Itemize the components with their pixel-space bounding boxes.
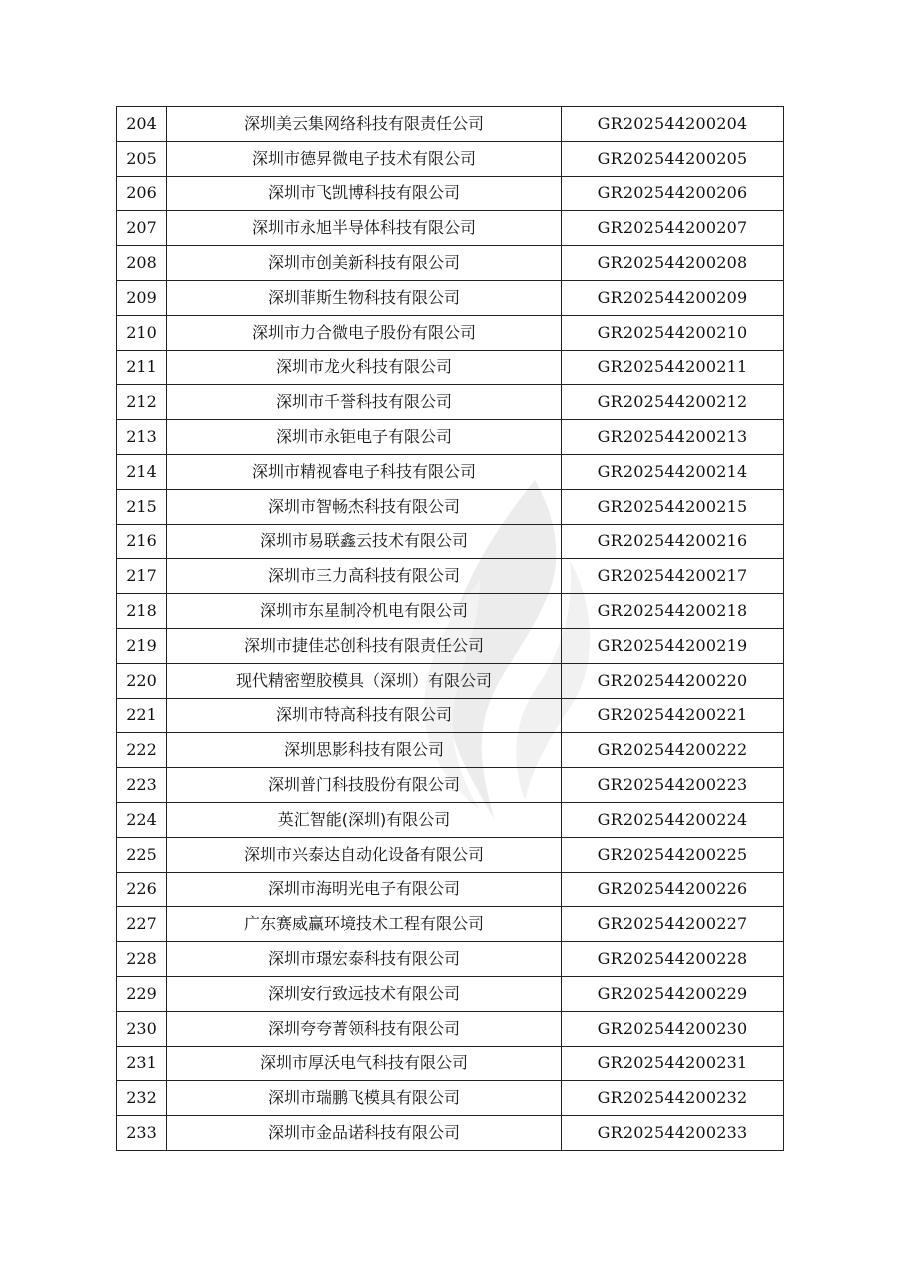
certificate-code: GR202544200228: [562, 942, 784, 977]
certificate-code: GR202544200233: [562, 1116, 784, 1151]
certificate-code: GR202544200205: [562, 141, 784, 176]
company-name: 深圳市易联鑫云技术有限公司: [167, 524, 562, 559]
certificate-code: GR202544200229: [562, 976, 784, 1011]
company-name: 深圳菲斯生物科技有限公司: [167, 280, 562, 315]
table-row: [117, 420, 784, 455]
table-row: [117, 942, 784, 977]
company-name: 英汇智能(深圳)有限公司: [167, 802, 562, 837]
table-row: [117, 1011, 784, 1046]
company-name: 深圳市东星制冷机电有限公司: [167, 594, 562, 629]
table-row: [117, 907, 784, 942]
certificate-table: [116, 106, 784, 1151]
row-number: 211: [117, 350, 167, 385]
table-row: [117, 802, 784, 837]
table-row: [117, 454, 784, 489]
certificate-code: GR202544200204: [562, 107, 784, 142]
table-row: [117, 768, 784, 803]
certificate-code: GR202544200218: [562, 594, 784, 629]
company-name: 深圳市特高科技有限公司: [167, 698, 562, 733]
company-name: 现代精密塑胶模具（深圳）有限公司: [167, 663, 562, 698]
row-number: 212: [117, 385, 167, 420]
table-row: [117, 280, 784, 315]
certificate-code: GR202544200217: [562, 559, 784, 594]
row-number: 214: [117, 454, 167, 489]
certificate-code: GR202544200232: [562, 1081, 784, 1116]
table-row: [117, 976, 784, 1011]
row-number: 221: [117, 698, 167, 733]
company-name: 深圳市飞凯博科技有限公司: [167, 176, 562, 211]
row-number: 215: [117, 489, 167, 524]
table-row: [117, 1046, 784, 1081]
table-row: [117, 246, 784, 281]
company-name: 深圳普门科技股份有限公司: [167, 768, 562, 803]
row-number: 213: [117, 420, 167, 455]
table-row: [117, 176, 784, 211]
row-number: 233: [117, 1116, 167, 1151]
row-number: 205: [117, 141, 167, 176]
company-name: 深圳市创美新科技有限公司: [167, 246, 562, 281]
company-name: 深圳市海明光电子有限公司: [167, 872, 562, 907]
row-number: 230: [117, 1011, 167, 1046]
table-row: [117, 1116, 784, 1151]
row-number: 220: [117, 663, 167, 698]
table-row: [117, 315, 784, 350]
company-name: 深圳市三力高科技有限公司: [167, 559, 562, 594]
row-number: 227: [117, 907, 167, 942]
certificate-code: GR202544200226: [562, 872, 784, 907]
company-name: 深圳市智畅杰科技有限公司: [167, 489, 562, 524]
table-row: [117, 663, 784, 698]
row-number: 222: [117, 733, 167, 768]
certificate-code: GR202544200214: [562, 454, 784, 489]
table-row: [117, 211, 784, 246]
company-name: 深圳思影科技有限公司: [167, 733, 562, 768]
table-row: [117, 594, 784, 629]
company-name: 深圳美云集网络科技有限责任公司: [167, 107, 562, 142]
row-number: 228: [117, 942, 167, 977]
certificate-code: GR202544200209: [562, 280, 784, 315]
company-name: 广东赛威赢环境技术工程有限公司: [167, 907, 562, 942]
row-number: 216: [117, 524, 167, 559]
table-row: [117, 489, 784, 524]
row-number: 218: [117, 594, 167, 629]
certificate-code: GR202544200215: [562, 489, 784, 524]
company-name: 深圳市千誉科技有限公司: [167, 385, 562, 420]
row-number: 224: [117, 802, 167, 837]
certificate-code: GR202544200221: [562, 698, 784, 733]
certificate-code: GR202544200211: [562, 350, 784, 385]
certificate-code: GR202544200222: [562, 733, 784, 768]
company-name: 深圳市兴泰达自动化设备有限公司: [167, 837, 562, 872]
table-row: [117, 385, 784, 420]
table-row: [117, 350, 784, 385]
certificate-code: GR202544200208: [562, 246, 784, 281]
company-name: 深圳市永旭半导体科技有限公司: [167, 211, 562, 246]
row-number: 209: [117, 280, 167, 315]
certificate-code: GR202544200224: [562, 802, 784, 837]
certificate-code: GR202544200230: [562, 1011, 784, 1046]
table-row: [117, 733, 784, 768]
table-row: [117, 559, 784, 594]
company-name: 深圳夸夸菁领科技有限公司: [167, 1011, 562, 1046]
certificate-code: GR202544200210: [562, 315, 784, 350]
row-number: 226: [117, 872, 167, 907]
row-number: 223: [117, 768, 167, 803]
table-row: [117, 141, 784, 176]
row-number: 207: [117, 211, 167, 246]
row-number: 206: [117, 176, 167, 211]
row-number: 232: [117, 1081, 167, 1116]
certificate-code: GR202544200212: [562, 385, 784, 420]
certificate-code: GR202544200225: [562, 837, 784, 872]
row-number: 204: [117, 107, 167, 142]
row-number: 229: [117, 976, 167, 1011]
company-name: 深圳市厚沃电气科技有限公司: [167, 1046, 562, 1081]
row-number: 208: [117, 246, 167, 281]
table-row: [117, 698, 784, 733]
company-name: 深圳市德昇微电子技术有限公司: [167, 141, 562, 176]
row-number: 210: [117, 315, 167, 350]
table-row: [117, 524, 784, 559]
certificate-code: GR202544200219: [562, 628, 784, 663]
certificate-code: GR202544200227: [562, 907, 784, 942]
company-name: 深圳市瑞鹏飞模具有限公司: [167, 1081, 562, 1116]
table-row: [117, 872, 784, 907]
row-number: 217: [117, 559, 167, 594]
table-row: [117, 107, 784, 142]
table-body: [117, 107, 784, 1151]
company-name: 深圳安行致远技术有限公司: [167, 976, 562, 1011]
company-name: 深圳市金品诺科技有限公司: [167, 1116, 562, 1151]
certificate-code: GR202544200216: [562, 524, 784, 559]
company-name: 深圳市力合微电子股份有限公司: [167, 315, 562, 350]
company-name: 深圳市璟宏泰科技有限公司: [167, 942, 562, 977]
company-name: 深圳市永钜电子有限公司: [167, 420, 562, 455]
certificate-code: GR202544200223: [562, 768, 784, 803]
table-row: [117, 837, 784, 872]
row-number: 225: [117, 837, 167, 872]
row-number: 219: [117, 628, 167, 663]
row-number: 231: [117, 1046, 167, 1081]
certificate-code: GR202544200220: [562, 663, 784, 698]
certificate-code: GR202544200206: [562, 176, 784, 211]
table-row: [117, 1081, 784, 1116]
certificate-code: GR202544200207: [562, 211, 784, 246]
certificate-code: GR202544200213: [562, 420, 784, 455]
certificate-code: GR202544200231: [562, 1046, 784, 1081]
company-name: 深圳市捷佳芯创科技有限责任公司: [167, 628, 562, 663]
table-row: [117, 628, 784, 663]
company-name: 深圳市精视睿电子科技有限公司: [167, 454, 562, 489]
company-name: 深圳市龙火科技有限公司: [167, 350, 562, 385]
